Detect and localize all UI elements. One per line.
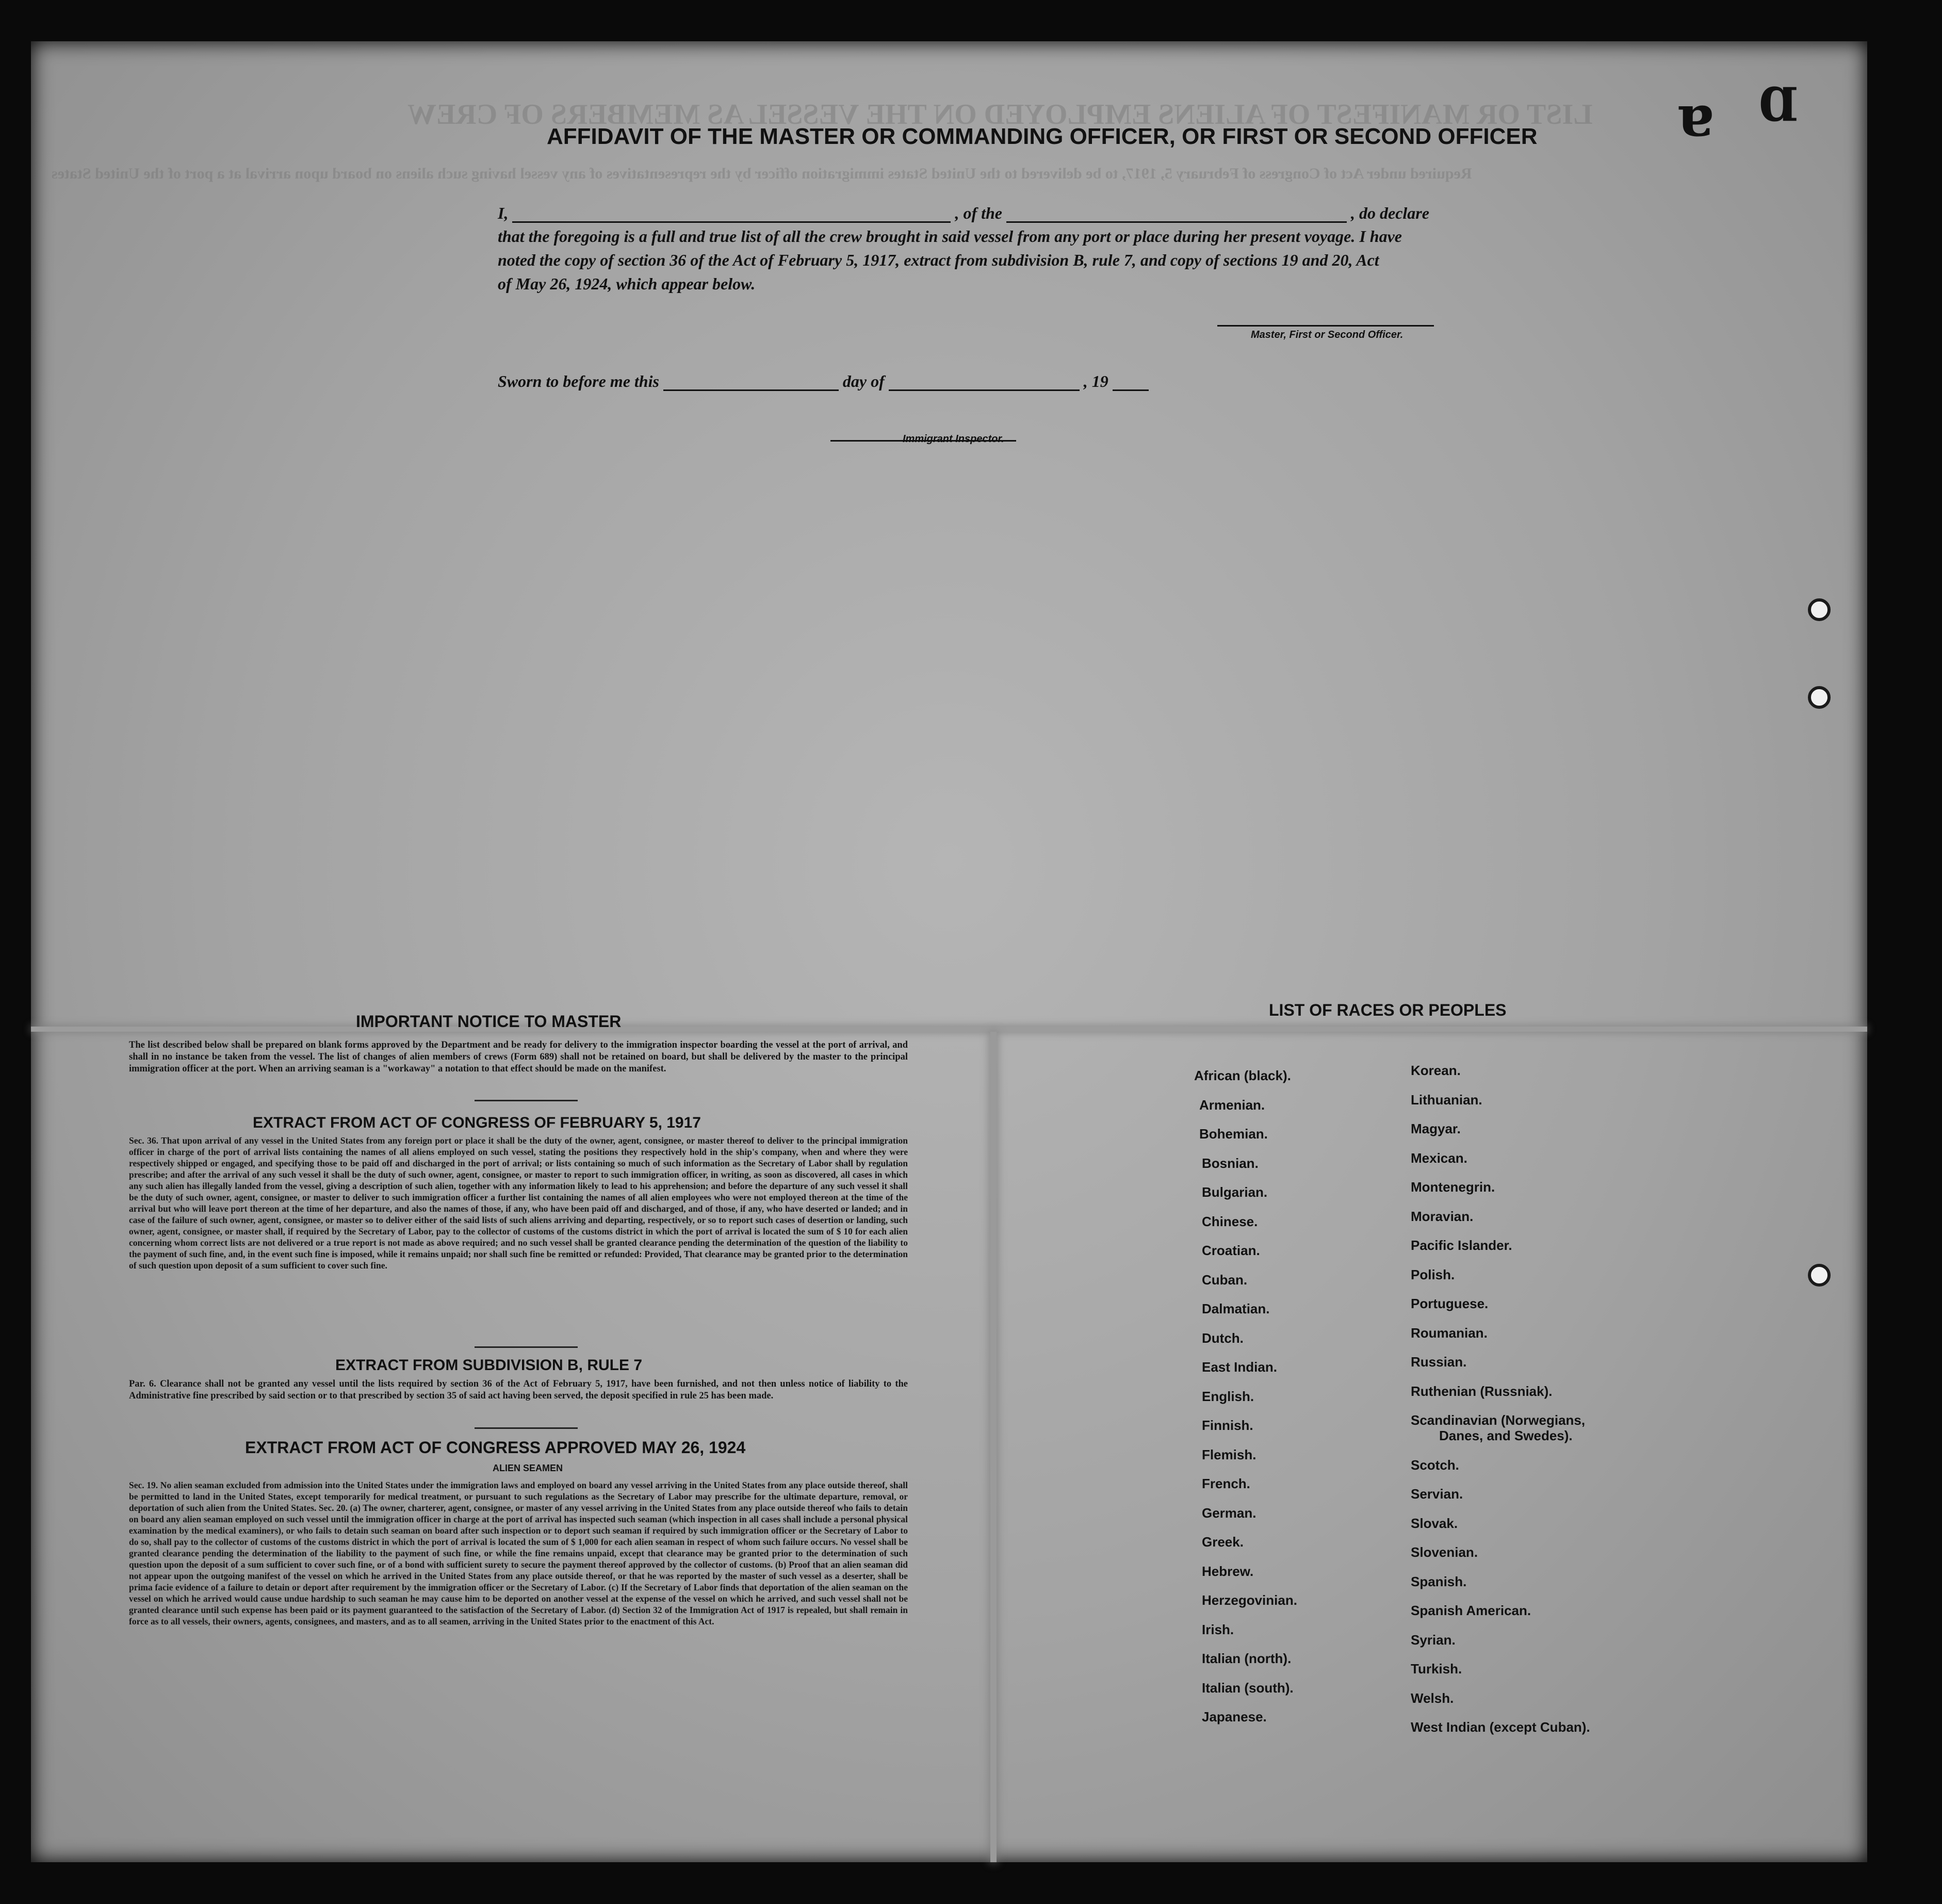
race-item: French. bbox=[1202, 1476, 1250, 1491]
race-item: Portuguese. bbox=[1411, 1296, 1489, 1311]
divider bbox=[475, 1100, 578, 1101]
affidavit-i: I, bbox=[498, 204, 509, 222]
race-item: Cuban. bbox=[1202, 1272, 1248, 1288]
race-item: Japanese. bbox=[1202, 1709, 1267, 1724]
binding-hole bbox=[1808, 598, 1831, 621]
race-item: Croatian. bbox=[1202, 1243, 1260, 1258]
race-item: Chinese. bbox=[1202, 1213, 1258, 1229]
corner-mark: ɐ bbox=[1676, 83, 1713, 149]
alien-seamen-subtitle: ALIEN SEAMEN bbox=[493, 1463, 563, 1473]
race-item: German. bbox=[1202, 1505, 1256, 1521]
race-item: Slovak. bbox=[1411, 1515, 1458, 1531]
race-item: Bulgarian. bbox=[1202, 1184, 1268, 1200]
vessel-blank[interactable] bbox=[1006, 202, 1347, 223]
race-item: Turkish. bbox=[1411, 1661, 1462, 1677]
sworn-day-blank[interactable] bbox=[663, 370, 839, 391]
day-of-text: day of bbox=[842, 372, 885, 390]
binding-hole bbox=[1808, 686, 1831, 709]
race-item: West Indian (except Cuban). bbox=[1411, 1719, 1590, 1735]
divider bbox=[475, 1427, 578, 1429]
ghost-required: Required under Act of Congress of February 5, 1917, to be delivered to the United States immigration officer by the representatives of any vessel having such aliens on board upon arrival at a port of the United States bbox=[52, 165, 1472, 182]
race-item: Russian. bbox=[1411, 1354, 1467, 1370]
corner-mark: Ɑ bbox=[1759, 77, 1799, 132]
rule7-title: EXTRACT FROM SUBDIVISION B, RULE 7 bbox=[335, 1357, 643, 1374]
race-item: African (black). bbox=[1194, 1068, 1291, 1083]
notice-title: IMPORTANT NOTICE TO MASTER bbox=[356, 1012, 622, 1031]
master-signature-label: Master, First or Second Officer. bbox=[1251, 329, 1404, 340]
race-item: Spanish. bbox=[1411, 1573, 1467, 1589]
rule7-text: Par. 6. Clearance shall not be granted any vessel until the lists required by section 36 of the Act of February 5, 1917, have been furnished, and not then unless notice of liability to the Administrative fine prescribed by said section or to that prescribed by section 35 of said act having been served, the deposit specified in rule 25 has been made. bbox=[129, 1379, 908, 1401]
race-item: Spanish American. bbox=[1411, 1603, 1531, 1618]
month-blank[interactable] bbox=[889, 370, 1080, 391]
race-item: Pacific Islander. bbox=[1411, 1238, 1512, 1253]
race-item: Herzegovinian. bbox=[1202, 1592, 1297, 1608]
name-blank[interactable] bbox=[512, 202, 951, 223]
sworn-text: Sworn to before me this bbox=[498, 372, 659, 390]
race-item: Greek. bbox=[1202, 1534, 1244, 1550]
binding-hole bbox=[1808, 1264, 1831, 1287]
year-text: , 19 bbox=[1083, 372, 1108, 390]
race-item: Danes, and Swedes). bbox=[1439, 1428, 1573, 1443]
race-item: Armenian. bbox=[1199, 1097, 1265, 1113]
affidavit-declaration-line bbox=[498, 202, 1447, 223]
race-item: Servian. bbox=[1411, 1486, 1463, 1502]
race-item: Italian (north). bbox=[1202, 1651, 1292, 1666]
race-item: Slovenian. bbox=[1411, 1544, 1478, 1560]
vertical-fold bbox=[990, 1032, 997, 1862]
affidavit-of-the: , of the bbox=[955, 204, 1002, 222]
race-item: Bohemian. bbox=[1199, 1126, 1268, 1142]
race-item: Irish. bbox=[1202, 1621, 1234, 1637]
race-item: Syrian. bbox=[1411, 1632, 1456, 1648]
race-item: Polish. bbox=[1411, 1266, 1455, 1282]
affidavit-text-line: that the foregoing is a full and true list of all the crew brought in said vessel from any port or place during her present voyage. I have bbox=[498, 227, 1402, 246]
affidavit-title: AFFIDAVIT OF THE MASTER OR COMMANDING OFFICER, OR FIRST OR SECOND OFFICER bbox=[547, 124, 1538, 149]
year-blank[interactable] bbox=[1113, 370, 1149, 391]
race-item: Hebrew. bbox=[1202, 1563, 1254, 1579]
race-item: English. bbox=[1202, 1388, 1254, 1404]
divider bbox=[475, 1346, 578, 1348]
affidavit-declare: , do declare bbox=[1351, 204, 1429, 222]
race-item: Ruthenian (Russniak). bbox=[1411, 1383, 1553, 1399]
horizontal-fold bbox=[31, 1027, 1867, 1032]
sworn-line bbox=[498, 370, 1447, 391]
race-item: Moravian. bbox=[1411, 1208, 1474, 1224]
ghost-header: LIST OR MANIFEST OF ALIENS EMPLOYED ON THE VESSEL AS MEMBERS OF CREW bbox=[407, 99, 1593, 131]
race-item: Korean. bbox=[1411, 1063, 1461, 1078]
extract-1924-text: Sec. 19. No alien seaman excluded from admission into the United States under the immigration laws and employed on board any vessel arriving in the United States from any place outside thereof, shall be permitted to land in the United States, except temporarily for medical treatment, or pursuant to such regulations as the Secretary of Labor may prescribe for the ultimate departure, removal, or deportation of such alien from the United States. Sec. 20. (a) The owner, charterer, agent, consignee, or master of any vessel arriving in the United States from any place outside thereof who fails to detain on board any alien seaman employed on such vessel until the immigration officer in charge at the port of arrival has inspected such seaman (which inspection in all cases shall include a personal physical examination by the medical examiners), or who fails to detain such seaman on board after such inspection or to deport such seaman if required by such immigration officer or the Secretary of Labor to do so, shall pay to the collector of customs of the customs district in which the port of arrival is located the sum of $ 1,000 for each alien seaman in respect of whom such failure occurs. No vessel shall be granted clearance pending the determination of the liability to the payment of such fine, or while the fine remains unpaid, except that clearance may be granted prior to the determination of such question upon the deposit of a sum sufficient to cover such fine, or of a bond with sufficient surety to secure the payment thereof approved by the collector of customs. (b) Proof that an alien seaman did not appear upon the outgoing manifest of the vessel on which he arrived in the United States from any place outside thereof, or that he was reported by the master of such vessel as a deserter, shall be prima facie evidence of a failure to detain or deport after requirement by the immigration officer or the Secretary of Labor. (c) If the Secretary of Labor finds that deportation of the alien seaman on the vessel on which he arrived would cause undue hardship to such seaman he may cause him to be deported on another vessel at the expense of the vessel on which he arrived, and such vessel shall not be granted clearance until such expense has been paid or its payment guaranteed to the satisfaction of the Secretary of Labor. (d) Section 32 of the Immigration Act of 1917 is repealed, but shall remain in force as to all vessels, their owners, agents, consignees, and masters, and as to all seamen, arriving in the United States prior to the enactment of this Act. bbox=[129, 1480, 908, 1626]
inspector-signature-label: Immigrant Inspector. bbox=[903, 433, 1004, 445]
race-item: Dalmatian. bbox=[1202, 1301, 1270, 1316]
race-item: Dutch. bbox=[1202, 1330, 1244, 1346]
race-item: Welsh. bbox=[1411, 1690, 1454, 1706]
race-item: Magyar. bbox=[1411, 1121, 1461, 1136]
affidavit-text-line: noted the copy of section 36 of the Act of February 5, 1917, extract from subdivision B, rule 7, and copy of sections 19 and 20, Act bbox=[498, 251, 1379, 269]
notice-text: The list described below shall be prepared on blank forms approved by the Department and be ready for delivery to the immigration inspector boarding the vessel at the port of arrival, and shall in no instance be taken from the vessel. The list of changes of alien members of crews (Form 689) shall not be retained on board, but shall be delivered by the master to the principal immigration officer at the port. When an arriving seaman is a "workaway" a notation to that effect should be made on the manifest. bbox=[129, 1040, 908, 1074]
race-item: Finnish. bbox=[1202, 1418, 1253, 1433]
race-item: Flemish. bbox=[1202, 1446, 1256, 1462]
extract-1924-title: EXTRACT FROM ACT OF CONGRESS APPROVED MAY 26, 1924 bbox=[245, 1438, 746, 1457]
race-item: Mexican. bbox=[1411, 1150, 1467, 1166]
race-item: Italian (south). bbox=[1202, 1680, 1294, 1696]
extract-1917-title: EXTRACT FROM ACT OF CONGRESS OF FEBRUARY 5, 1917 bbox=[253, 1114, 701, 1131]
extract-1917-text: Sec. 36. That upon arrival of any vessel in the United States from any foreign port or place it shall be the duty of the owner, agent, consignee, or master thereof to deliver to the principal immigration officer in charge of the port of arrival lists containing the names of all aliens employed on such vessel, stating the positions they respectively hold in the ship's company, when and where they were respectively shipped or engaged, and specifying those to be paid off and discharged in the port of arrival; or lists containing so much of such information as the Secretary of Labor shall by regulation prescribe; and after the arrival of any such vessel it shall be the duty of such owner, agent, consignee, or master to report to such immigration officer, in writing, as soon as discovered, all cases in which any such alien has illegally landed from the vessel, giving a description of such alien, together with any information likely to lead to his apprehension; and before the departure of any such vessel it shall be the duty of such owner, agent, consignee, or master to deliver to such immigration officer a further list containing the names of all alien employees who were not employed thereon at the time of the arrival but who will leave port thereon at the time of her departure, and also the names of those, if any, who have been paid off and discharged, and of those, if any, who have deserted or landed; and in case of the failure of such owner, agent, consignee, or master so to deliver either of the said lists of such aliens arriving and departing, respectively, or so to report such cases of desertion or landing, such owner, agent, consignee, or master shall, if required by the Secretary of Labor, pay to the collector of customs of the customs district in which the port of arrival is located the sum of $ 10 for each alien concerning whom correct lists are not delivered or a true report is not made as above required; and no such vessel shall be granted clearance pending the determination of the question of the liability to the payment of such fine, and, in the event such fine is imposed, while it remains unpaid; nor shall such fine be remitted or refunded: Provided, That clearance may be granted prior to the determination of such question upon deposit of a sum sufficient to cover such fine. bbox=[129, 1135, 908, 1271]
affidavit-text-line: of May 26, 1924, which appear below. bbox=[498, 274, 756, 293]
race-item: Roumanian. bbox=[1411, 1325, 1488, 1341]
race-item: East Indian. bbox=[1202, 1359, 1277, 1375]
races-title: LIST OF RACES OR PEOPLES bbox=[1269, 1001, 1507, 1019]
master-signature-line[interactable] bbox=[1217, 325, 1434, 327]
race-item: Montenegrin. bbox=[1411, 1179, 1495, 1195]
race-item: Scotch. bbox=[1411, 1457, 1459, 1473]
race-item: Scandinavian (Norwegians, bbox=[1411, 1412, 1586, 1428]
race-item: Bosnian. bbox=[1202, 1155, 1259, 1171]
race-item: Lithuanian. bbox=[1411, 1092, 1482, 1108]
